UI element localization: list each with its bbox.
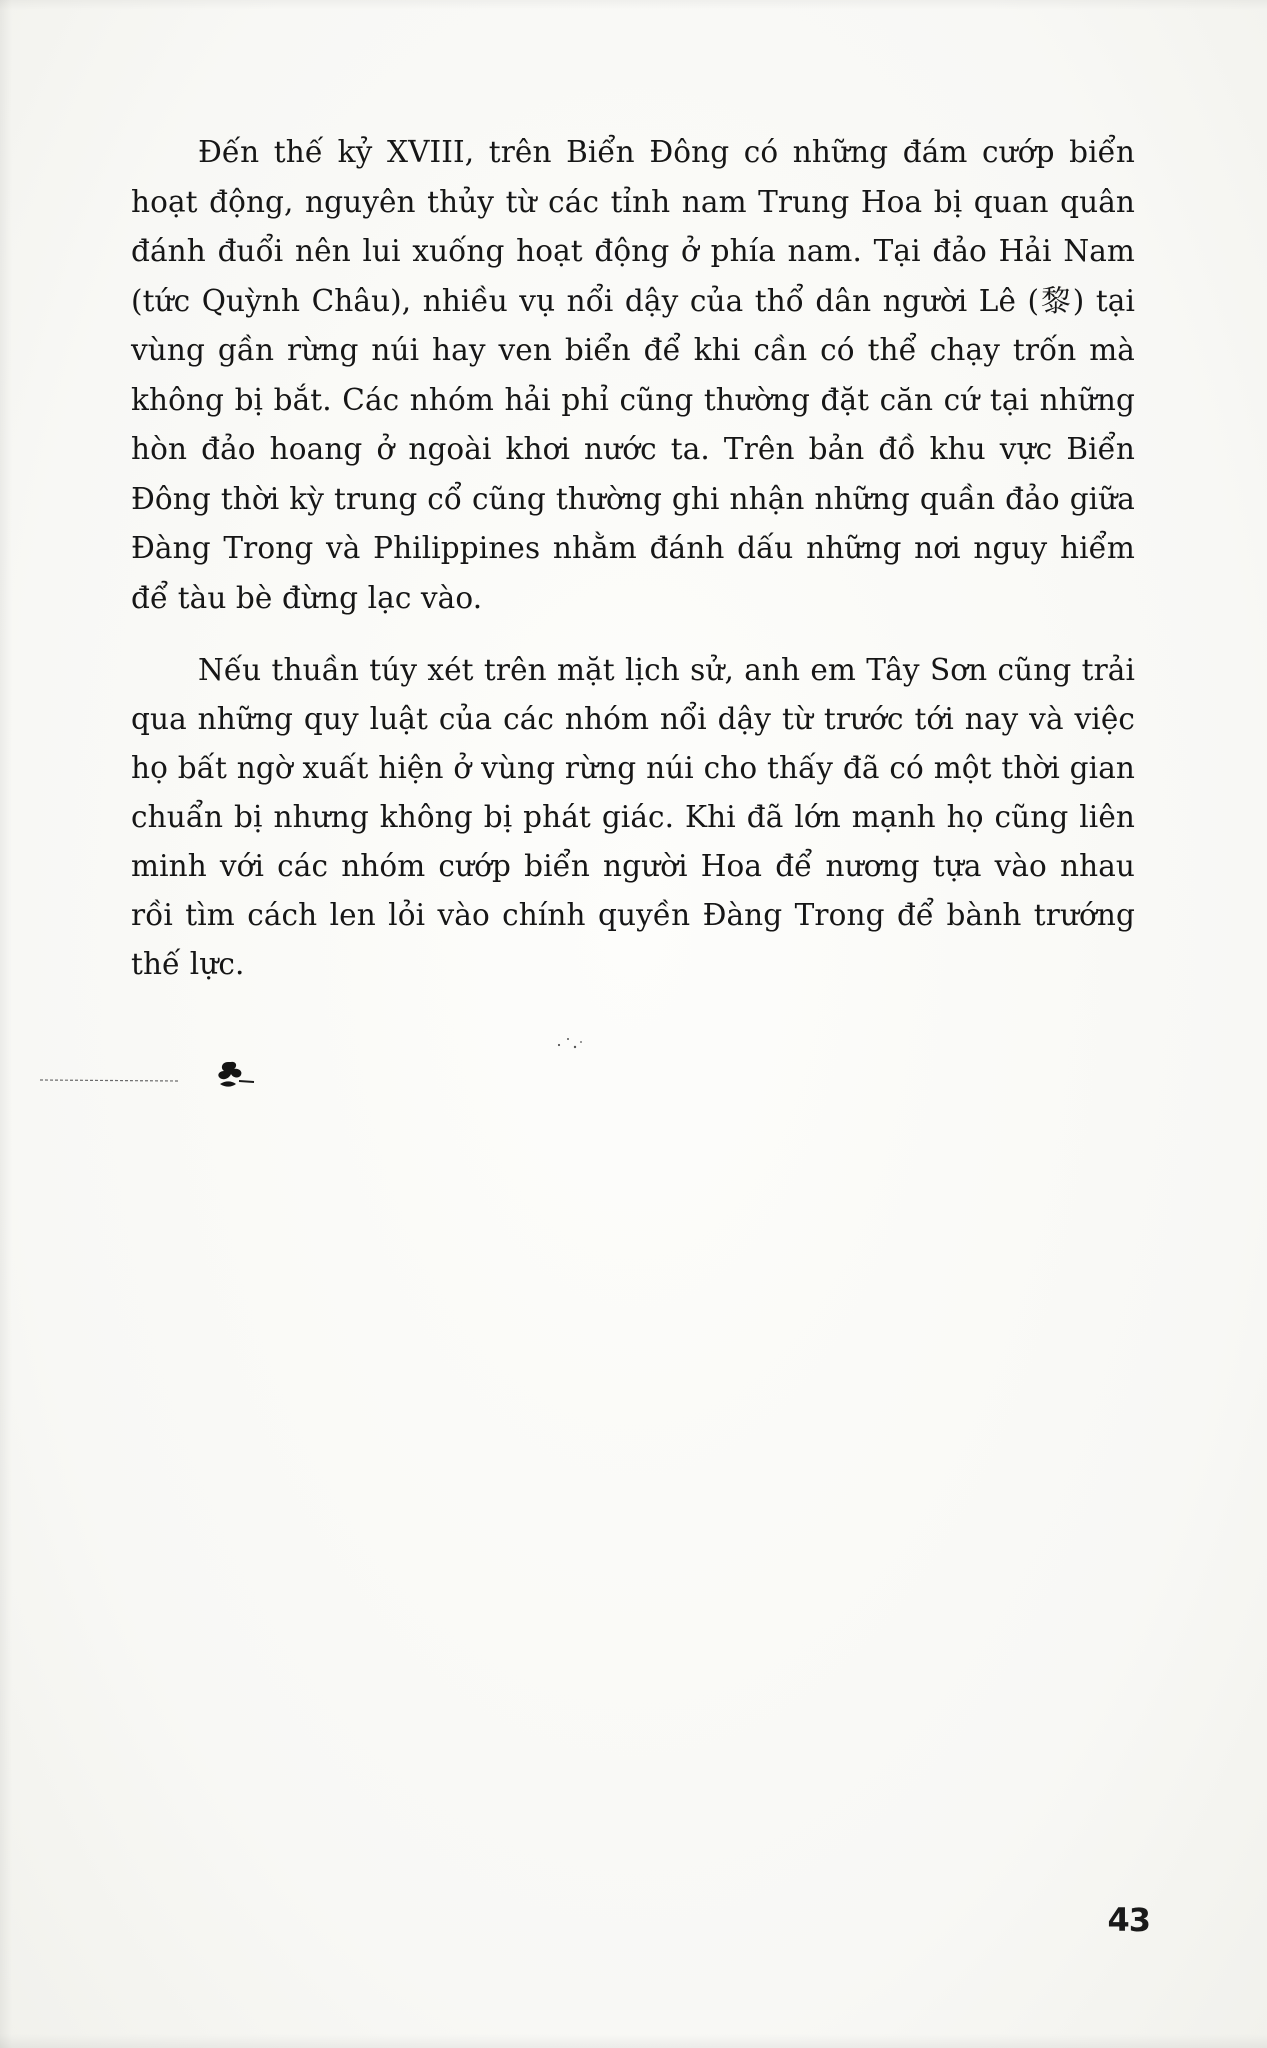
paragraph-1: Đến thế kỷ XVIII, trên Biển Đông có những đám cướp biển hoạt động, nguyên thủy từ các tỉnh nam Trung Hoa bị quan quân đánh đuổi nên lui xuống hoạt động ở phía nam. Tại đảo Hải Nam (tức Quỳnh Châu), nhiều vụ nổi dậy của thổ dân người Lê (黎) tại vùng gần rừng núi hay ven biển để khi cần có thể chạy trốn mà không bị bắt. Các nhóm hải phỉ cũng thường đặt căn cứ tại những hòn đảo hoang ở ngoài khơi nước ta. Trên bản đồ khu vực Biển Đông thời kỳ trung cổ cũng thường ghi nhận những quần đảo giữa Đàng Trong và Philippines nhằm đánh dấu những nơi nguy hiểm để tàu bè đừng lạc vào.	[131, 135, 1135, 615]
paragraph-2: Nếu thuần túy xét trên mặt lịch sử, anh em Tây Sơn cũng trải qua những quy luật của các nhóm nổi dậy từ trước tới nay và việc họ bất ngờ xuất hiện ở vùng rừng núi cho thấy đã có một thời gian chuẩn bị nhưng không bị phát giác. Khi đã lớn mạnh họ cũng liên minh với các nhóm cướp biển người Hoa để nương tựa vào nhau rồi tìm cách len lỏi vào chính quyền Đàng Trong để bành trướng thế lực.	[131, 653, 1135, 981]
page-number: 43	[1107, 1901, 1150, 1939]
page-shadow-left	[0, 0, 12, 2048]
scan-speck-icon	[555, 1033, 585, 1053]
page-shadow-bottom	[0, 2034, 1267, 2048]
fleuron-ornament-icon	[40, 1040, 280, 1100]
page-shadow-top	[0, 0, 1267, 10]
body-text	[131, 128, 1135, 1012]
